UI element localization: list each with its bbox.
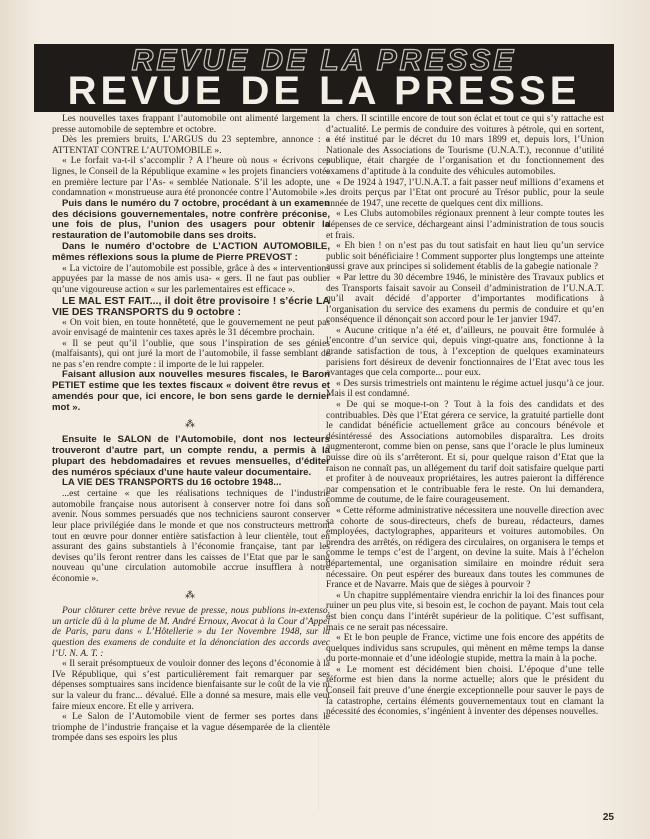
masthead-title: REVUE DE LA PRESSE (67, 69, 581, 112)
paragraph: Les nouvelles taxes frappant l’automobile ont alimenté largement la presse automobile de septembre et octobre. (52, 114, 330, 135)
paragraph: « De qui se moque-t-on ? Tout à la fois des candidats et des contribuables. Dès que l’Etat gérera ce service, la gratuité partielle dont le candidat bénéficie actuellement grâce au concours bénévole et désintéressé des Associations automobiles disparaîtra. Les droits augmenteront, comme bien on pense, sans que l’oracle le plus lumineux puisse dire où ils s’arrêteront. Et si, pour quelque raison d’Etat que la raison ne connaît pas, un allégement du tarif doit satisfaire quelque parti et profiter à de nouveaux propriétaires, les autres paieront la différence par compensation et le contribuable fera le reste. On lui demandera, comme de coutume, de le faire courageusement. (326, 400, 604, 506)
paragraph: Puis dans le numéro du 7 octobre, procédant à un examen des décisions gouvernementales, notre confrère préconise, une fois de plus, l’union des usagers pour obtenir la restauration de l’automobile dans ses droits. (52, 197, 330, 242)
masthead-banner (34, 44, 614, 112)
paragraph: « Le moment est décidément bien choisi. L’époque d’une telle réforme est bien dans la norme actuelle; alors que le président du Conseil fait preuve d’une énergie exceptionnelle pour sauver le pays de la catastrophe, certains éléments gouvernementaux tout en clamant la nécessité des économies, s’ingénient à inventer des dépenses nouvelles. (326, 664, 604, 718)
paragraph: LA VIE DES TRANSPORTS du 16 octobre 1948... (62, 477, 282, 489)
paragraph: Dès les premiers bruits, L’ARGUS du 23 septembre, annonce : « ATTENTAT CONTRE L’AUTOMOBILE ». (52, 135, 330, 156)
paragraph: ...est certaine « que les réalisations techniques de l’industrie automobile française nous autorisent à conserver notre foi dans son avenir. Nous sommes persuadés que nos techniciens sauront conserver leur place privilégiée dans le monde et que nos constructeurs mettront tout en œuvre pour donner entière satisfaction à leur clientèle, tout en assurant des gains substantiels à l’économie française, tant par les devises qu’ils feront rentrer dans les caisses de l’Etat que par le sang nouveau qu’une circulation automobile accrue insufflera à notre économie ». (52, 489, 330, 584)
paragraph: « Par lettre du 30 décembre 1946, le ministère des Travaux publics et des Transports faisait savoir au Conseil d’administration de l’U.N.A.T. qu’il avait décidé d’apporter d’importantes modifications à l’organisation du service des examens du permis de conduire et qu’en conséquence il dénonçait son accord pour le 1er janvier 1947. (326, 272, 604, 326)
paragraph: « Le forfait va-t-il s’accomplir ? A l’heure où nous « écrivons ces lignes, le Conseil de la République examine « les projets financiers votés en première lecture par l’As- « semblée Nationale. S’il les adopte, une condamnation « monstrueuse aura été prononcée contre l’Automobile ». (52, 156, 330, 199)
paragraph: « Les Clubs automobiles régionaux prennent à leur compte toutes les dépenses de ce service, déchargeant ainsi l’administration de tous soucis et frais. (326, 209, 604, 241)
paragraph: « Des sursis trimestriels ont maintenu le régime actuel jusqu’à ce jour. Mais il est condamné. (326, 378, 604, 400)
paragraph: Dans le numéro d’octobre de L’ACTION AUTOMOBILE, mêmes réflexions sous la plume de Pierre PREVOST : (52, 240, 330, 263)
paragraph: « Cette réforme administrative nécessitera une nouvelle direction avec sa cohorte de sous-directeurs, chefs de bureau, rédacteurs, dames employées, dactylographes, appariteurs et voitures automobiles. On prendra des arrêtés, on rédigera des circulaires, on organisera le temps et comme le temps c’est de l’argent, on devine la suite. Mais à l’échelon départemental, une organisation similaire en moindre réduit sera nécessaire. On peut espérer des bureaux dans toutes les communes de France et de Navarre. Mais que de sièges à pourvoir ? (326, 505, 604, 591)
paragraph: « Il serait présomptueux de vouloir donner des leçons d’économie à la IVe République, qui s’est particulièrement fait remarquer par ses dépenses somptuaires sans incidence bienfaisante sur le coût de la vie ni sur la valeur du franc... dévalué. Elle a donné sa mesure, mais elle veut faire mieux encore. Et elle y arrivera. (52, 659, 330, 712)
paragraph: « Un chapitre supplémentaire viendra enrichir la loi des finances pour ruiner un peu plus vite, si besoin est, le cochon de payant. Mais tout cela est bien conçu dans l’intérêt supérieur de la politique. C’est suffisant, mais ce ne serait pas nécessaire. (326, 590, 604, 633)
paragraph: Faisant allusion aux nouvelles mesures fiscales, le Baron PETIET estime que les textes fiscaux « doivent être revus et amendés pour que, ici encore, le bon sens garde le dernier mot ». (52, 369, 330, 413)
masthead-shadow-title: REVUE DE LA PRESSE (131, 44, 517, 77)
paragraph: « Eh bien ! on n’est pas du tout satisfait en haut lieu qu’un service public soit bénéficiaire ! Comment supporter plus longtemps une atteinte aussi grave aux principes si solidement établis de la gabegie nationale ? (326, 241, 604, 273)
paragraph: « On voit bien, en toute honnêteté, que le gouvernement ne peut pas avoir envisagé de maintenir ces taxes après le 31 décembre prochain. (52, 317, 330, 339)
masthead-graphic (34, 44, 614, 112)
paragraph: « Le Salon de l’Automobile vient de fermer ses portes dans le triomphe de l’industrie française et la vague désemparée de la clientèle trompée dans ses espoirs les plus (52, 712, 330, 744)
page-number: 25 (602, 812, 614, 823)
paragraph: LE MAL EST FAIT..., il doit être provisoire ! s’écrie LA VIE DES TRANSPORTS du 9 octobre : (52, 295, 330, 318)
paragraph: « Et le bon peuple de France, victime une fois encore des appétits de quelques individus sans scrupules, qui mènent en même temps la danse du porte-monnaie et d’une idéologie stupide, mettra la main à la poche. (326, 633, 604, 665)
right-column (326, 114, 604, 718)
paragraph: Ensuite le SALON de l’Automobile, dont nos lecteurs trouveront d’autre part, un compte rendu, a permis à la plupart des hebdomadaires et revues mensuelles, d’éditer des numéros spéciaux d’une haute valeur documentaire. (52, 434, 330, 478)
paragraph: « Il se peut qu’il l’oublie, que sous l’inspiration de ses génies (malfaisants), qui ont juré la mort de l’automobile, il fasse semblant de ne pas s’en rendre compte : il importe de le lui rappeler. (52, 338, 330, 370)
paragraph: Pour clôturer cette brève revue de presse, nous publions in-extenso, un article dû à la plume de M. André Ernoux, Avocat à la Cour d’Appel de Paris, paru dans « L’Hôtellerie » du 1er Novembre 1948, sur la question des examens de conduite et la dénonciation des accords avec l’U. N. A. T. : (52, 606, 330, 659)
left-column (52, 114, 330, 744)
paragraph: « Aucune critique n’a été et, d’ailleurs, ne pouvait être formulée à l’encontre d’un service qui, depuis vingt-quatre ans, fonctionne à la grande satisfaction de tous, à l’exception de quelques examinateurs parisiens fort désireux de devenir fonctionnaires de l’Etat avec tous les avantages que cela comporte... pour eux. (326, 325, 604, 379)
paragraph: « La victoire de l’automobile est possible, grâce à des « interventions appuyées par la masse de nos amis usa- « gers. Il ne faut pas oublier qu’une vigoureuse action « sur les parlementaires est efficace ». (52, 263, 330, 295)
paragraph: « De 1924 à 1947, l’U.N.A.T. a fait passer neuf millions d’examens et les droits perçus par l’Etat ont procuré au Trésor public, pour la seule année de 1947, une recette de quelques cent dix millions. (326, 177, 604, 209)
section-separator: ⁂ (185, 589, 197, 601)
paragraph: chers. Il scintille encore de tout son éclat et tout ce qui s’y rattache est d’actualité. Le permis de conduire des voitures à pétrole, qui en sortent, a été institué par le décret du 10 mars 1899 et, depuis lors, l’Union Nationale des Associations de Tourisme (U.N.A.T.), reconnue d’utilité publique, était chargée de l’organisation et du fonctionnement des examens d’aptitude à la conduite des véhicules automobiles. (326, 114, 604, 177)
section-separator: ⁂ (185, 418, 197, 430)
